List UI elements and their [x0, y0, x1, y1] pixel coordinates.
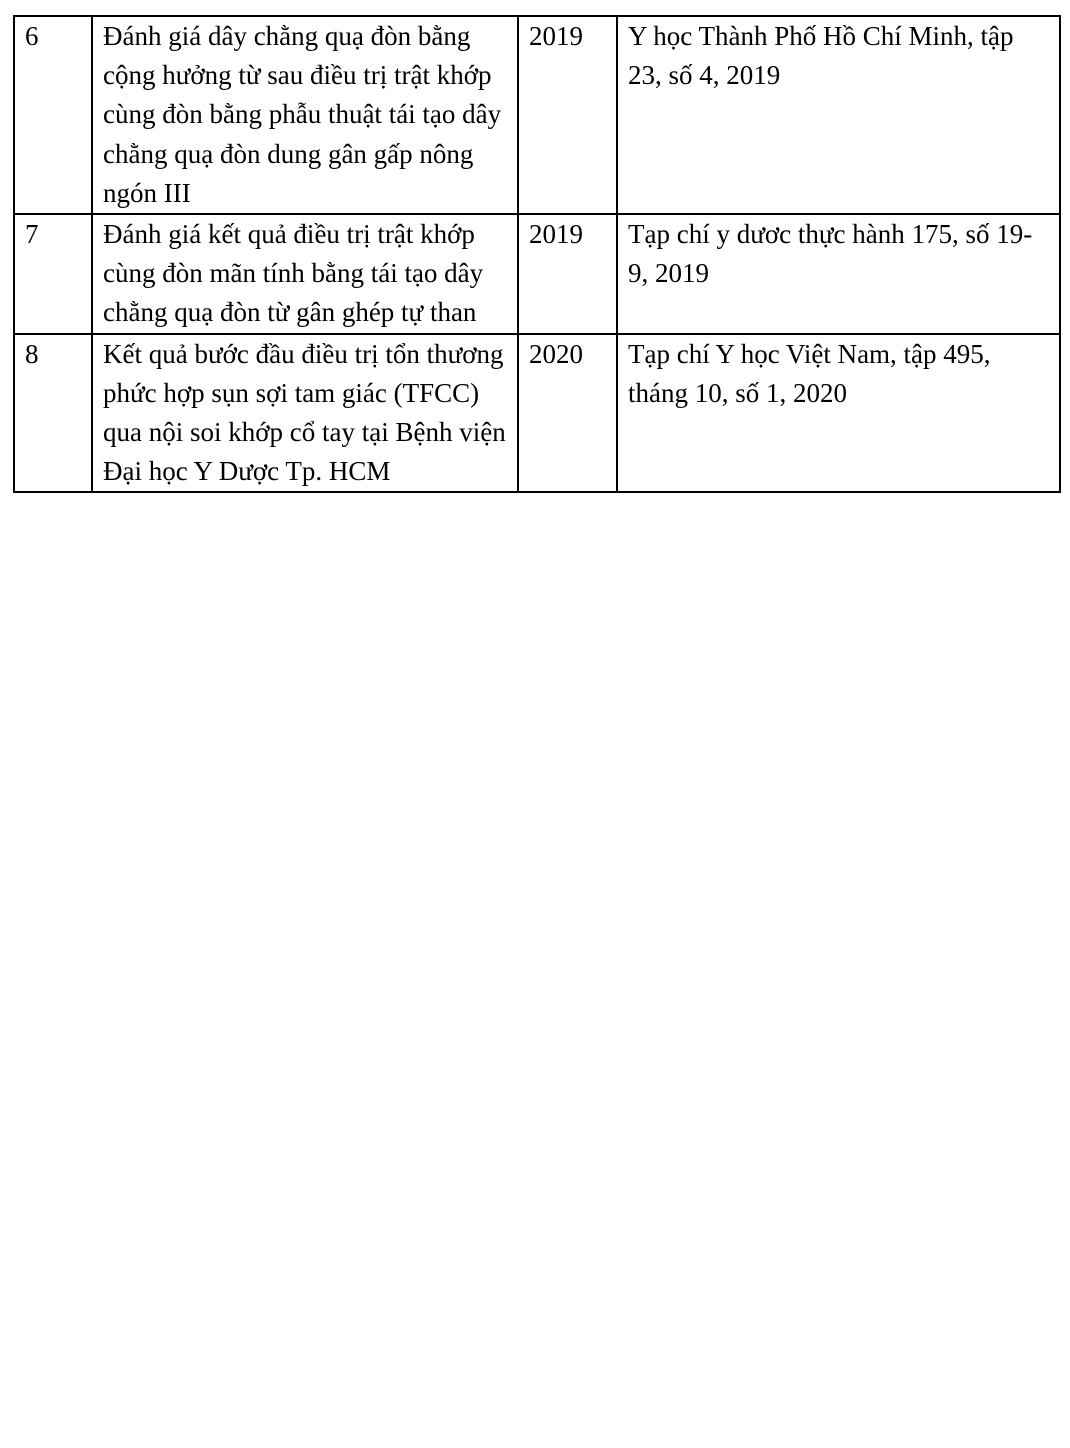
journal-cell: Tạp chí Y học Việt Nam, tập 495, tháng 10, số 1, 2020: [617, 334, 1060, 493]
table-row: [14, 214, 1060, 334]
row-number-cell: 6: [14, 16, 92, 214]
journal-cell: Y học Thành Phố Hồ Chí Minh, tập 23, số 4, 2019: [617, 16, 1060, 214]
publications-table: [13, 15, 1061, 493]
publication-year-cell: 2019: [518, 214, 617, 334]
publication-title-cell: Kết quả bước đầu điều trị tổn thương phức hợp sụn sợi tam giác (TFCC) qua nội soi khớp cổ tay tại Bệnh viện Đại học Y Dược Tp. HCM: [92, 334, 518, 493]
table-row: [14, 334, 1060, 493]
row-number-cell: 8: [14, 334, 92, 493]
table-row: [14, 16, 1060, 214]
publication-year-cell: 2019: [518, 16, 617, 214]
row-number-cell: 7: [14, 214, 92, 334]
publication-title-cell: Đánh giá kết quả điều trị trật khớp cùng đòn mãn tính bằng tái tạo dây chằng quạ đòn từ gân ghép tự than: [92, 214, 518, 334]
publication-year-cell: 2020: [518, 334, 617, 493]
journal-cell: Tạp chí y dươc thực hành 175, số 19-9, 2019: [617, 214, 1060, 334]
publication-title-cell: Đánh giá dây chằng quạ đòn bằng cộng hưởng từ sau điều trị trật khớp cùng đòn bằng phẫu thuật tái tạo dây chằng quạ đòn dung gân gấp nông ngón III: [92, 16, 518, 214]
